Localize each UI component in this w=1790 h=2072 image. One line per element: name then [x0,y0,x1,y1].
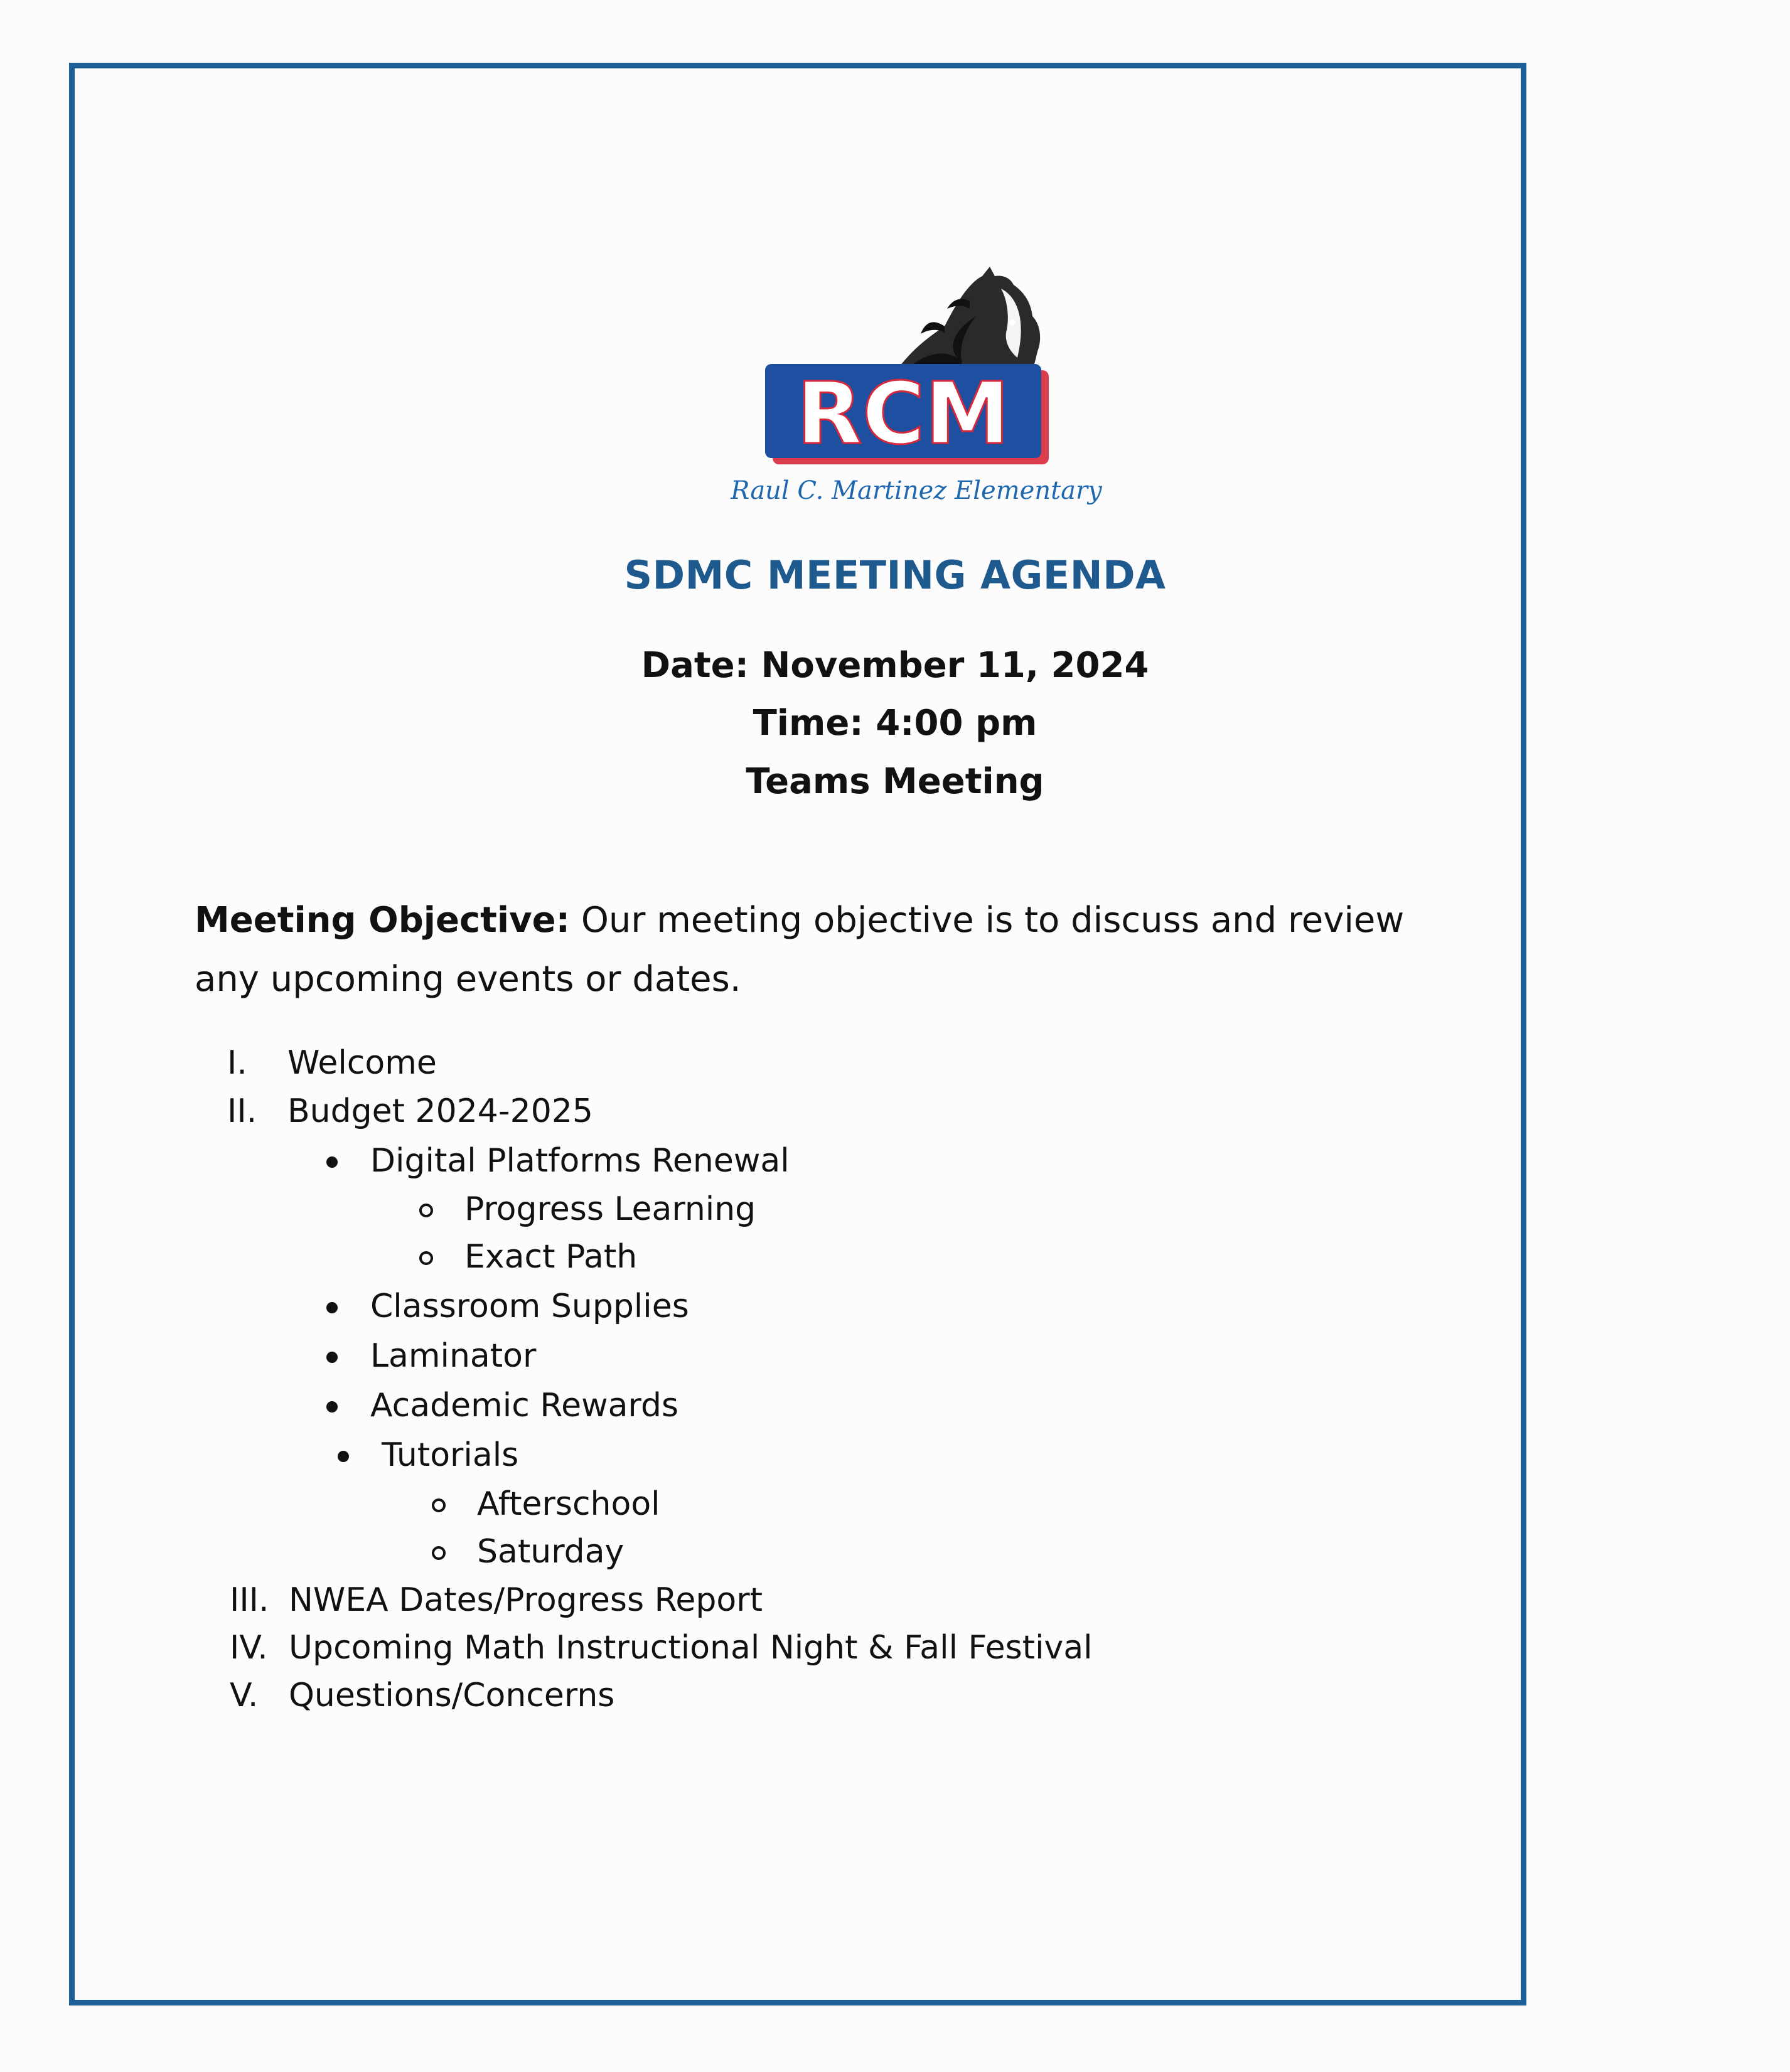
agenda-title: SDMC MEETING AGENDA [624,552,1166,598]
budget-bullet: Academic Rewards [370,1387,679,1424]
rcm-logo-graphic [731,264,1102,515]
budget-bullet: Tutorials [382,1436,519,1474]
budget-bullet: Classroom Supplies [370,1288,689,1325]
budget-bullet: Laminator [370,1337,537,1375]
agenda-numeral: V. [230,1677,259,1714]
agenda-item: Questions/Concerns [289,1677,615,1714]
rcm-letters [765,364,1049,464]
sub-bullet: Progress Learning [464,1190,756,1228]
logo-letters: RCM [796,365,1010,464]
meeting-objective [195,891,1425,1009]
agenda-item: Upcoming Math Instructional Night & Fall Festival [289,1629,1093,1667]
agenda-numeral: IV. [230,1629,268,1667]
agenda-numeral: II. [227,1092,257,1130]
agenda-numeral: I. [227,1044,247,1082]
meeting-time: Time: 4:00 pm [753,703,1037,744]
school-logo [731,264,1102,515]
agenda-numeral: III. [230,1581,269,1619]
agenda-item: Welcome [287,1044,437,1082]
bullet-icon [326,1156,338,1168]
agenda-item: Budget 2024-2025 [287,1092,593,1130]
logo-school-name: Raul C. Martinez Elementary [731,476,1102,505]
budget-bullet: Digital Platforms Renewal [370,1142,790,1180]
bullet-icon [326,1401,338,1412]
agenda-item: NWEA Dates/Progress Report [289,1581,763,1619]
sub-bullet: Afterschool [477,1485,660,1523]
hollow-bullet-icon [419,1251,433,1265]
sub-bullet: Exact Path [464,1238,638,1276]
meeting-location: Teams Meeting [746,761,1044,802]
hollow-bullet-icon [419,1204,433,1217]
meeting-date: Date: November 11, 2024 [641,645,1149,686]
bullet-icon [338,1451,349,1462]
objective-label: Meeting Objective: [195,900,571,941]
sub-bullet: Saturday [477,1533,624,1571]
objective-text: Our meeting objective is to discuss and review any upcoming events or dates. [195,900,1405,1000]
hollow-bullet-icon [432,1546,446,1560]
horse-mascot-icon [894,267,1040,376]
bullet-icon [326,1352,338,1363]
bullet-icon [326,1302,338,1313]
hollow-bullet-icon [432,1498,446,1512]
